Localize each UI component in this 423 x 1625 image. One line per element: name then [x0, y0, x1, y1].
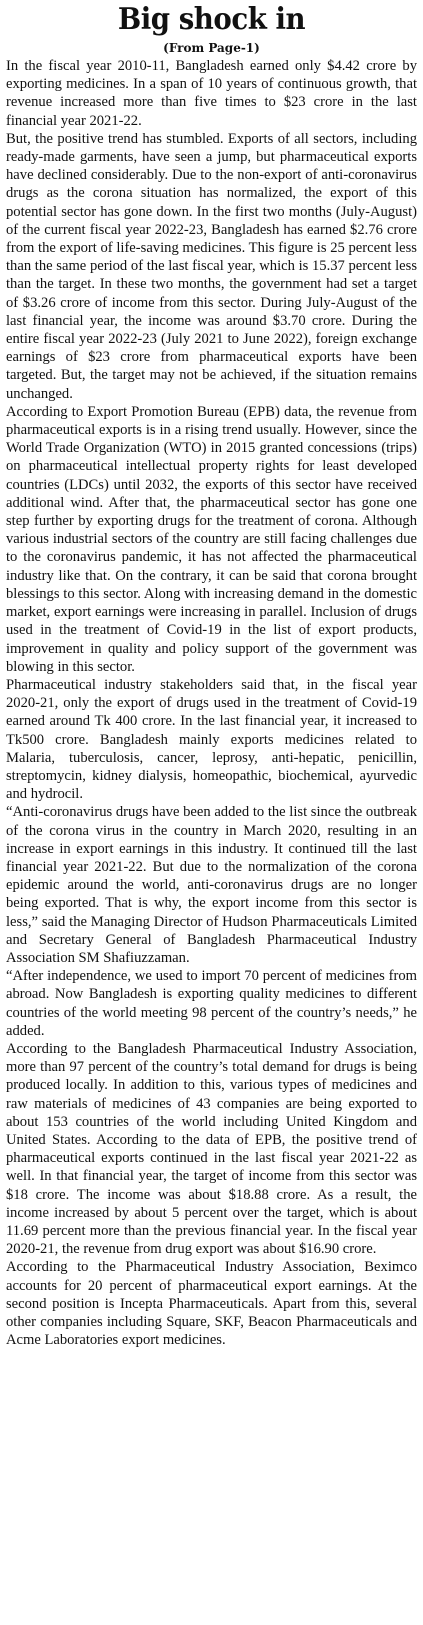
paragraph-5: “Anti-coronavirus drugs have been added to the list since the outbreak of the corona virus in the country in March 2020, resulting in an increase in export earnings in this industry. It continued till the last financial year 2021-22. But due to the normalization of the corona epidemic around the world, anti-coronavirus drugs are no longer being exported. That is why, the export income from this sector is less,” said the Managing Director of Hudson Pharmaceuticals Limited and Secretary General of Bangladesh Pharmaceutical Industry Association SM Shafiuzzaman. — [6, 804, 417, 966]
paragraph-3: According to Export Promotion Bureau (EPB) data, the revenue from pharmaceutical exports is in a rising trend usually. However, since the World Trade Organization (WTO) in 2015 granted concessions (trips) on pharmaceutical intellectual property rights for least developed countries (LDCs) until 2032, the exports of this sector have received additional wind. After that, the pharmaceutical sector has gone one step further by exporting drugs for the treatment of corona. Although various industrial sectors of the country are still facing challenges due to the coronavirus pandemic, it has not affected the pharmaceutical industry like that. On the contrary, it can be said that corona brought blessings to this sector. Along with increasing demand in the domestic market, export earnings were increasing in parallel. Inclusion of drugs used in the treatment of Covid-19 in the list of export products, improvement in quality and policy support of the government was blowing in this sector. — [6, 403, 417, 675]
newspaper-clipping — [0, 2, 423, 1625]
paragraph-1: In the fiscal year 2010-11, Bangladesh earned only $4.42 crore by exporting medicines. In a span of 10 years of continuous growth, that revenue increased more than five times to $23 crore in the last financial year 2021-22. — [6, 58, 417, 129]
paragraph-6: “After independence, we used to import 70 percent of medicines from abroad. Now Bangladesh is exporting quality medicines to different countries of the world meeting 98 percent of the country’s needs,” he added. — [6, 968, 417, 1039]
paragraph-7: According to the Bangladesh Pharmaceutical Industry Association, more than 97 percent of the country’s total demand for drugs is being produced locally. In addition to this, various types of medicines and raw materials of medicines of 43 companies are being exported to about 153 countries of the world including United Kingdom and United States. According to the data of EPB, the positive trend of pharmaceutical exports continued in the last fiscal year 2021-22 as well. In that financial year, the target of income from this sector was $18 crore. The income was about $18.88 crore. As a result, the income increased by about 5 percent over the target, which is about 11.69 percent more than the previous financial year. In the fiscal year 2020-21, the revenue from drug export was about $16.90 crore. — [6, 1040, 417, 1258]
article-body — [6, 57, 417, 1349]
paragraph-8: According to the Pharmaceutical Industry Association, Beximco accounts for 20 percent of pharmaceutical export earnings. At the second position is Incepta Pharmaceuticals. Apart from this, several other companies including Square, SKF, Beacon Pharmaceuticals and Acme Laboratories export medicines. — [6, 1259, 417, 1349]
paragraph-2: But, the positive trend has stumbled. Exports of all sectors, including ready-made garments, have seen a jump, but pharmaceutical exports have declined considerably. Due to the non-export of anti-coronavirus drugs as the corona situation has normalized, the export of this potential sector has gone down. In the first two months (July-August) of the current fiscal year 2022-23, Bangladesh has earned $2.76 crore from the export of life-saving medicines. This figure is 25 percent less than the same period of the last fiscal year, which is 15.37 percent less than the target. In these two months, the government had set a target of $3.26 crore of income from this sector. During July-August of the last financial year, the income was around $3.70 crore. During the entire fiscal year 2022-23 (July 2021 to June 2022), foreign exchange earnings of $23 crore from pharmaceutical exports have been targeted. But, the target may not be achieved, if the situation remains unchanged. — [6, 130, 417, 402]
headline: Big shock in — [117, 2, 306, 37]
paragraph-4: Pharmaceutical industry stakeholders said that, in the fiscal year 2020-21, only the export of drugs used in the treatment of Covid-19 earned around Tk 400 crore. In the last financial year, it increased to Tk500 crore. Bangladesh mainly exports medicines related to Malaria, tuberculosis, cancer, leprosy, anti-hepatic, penicillin, streptomycin, kidney dialysis, homeopathic, biochemical, ayurvedic and hydrocil. — [6, 676, 417, 803]
continuation-note: (From Page-1) — [163, 41, 260, 55]
